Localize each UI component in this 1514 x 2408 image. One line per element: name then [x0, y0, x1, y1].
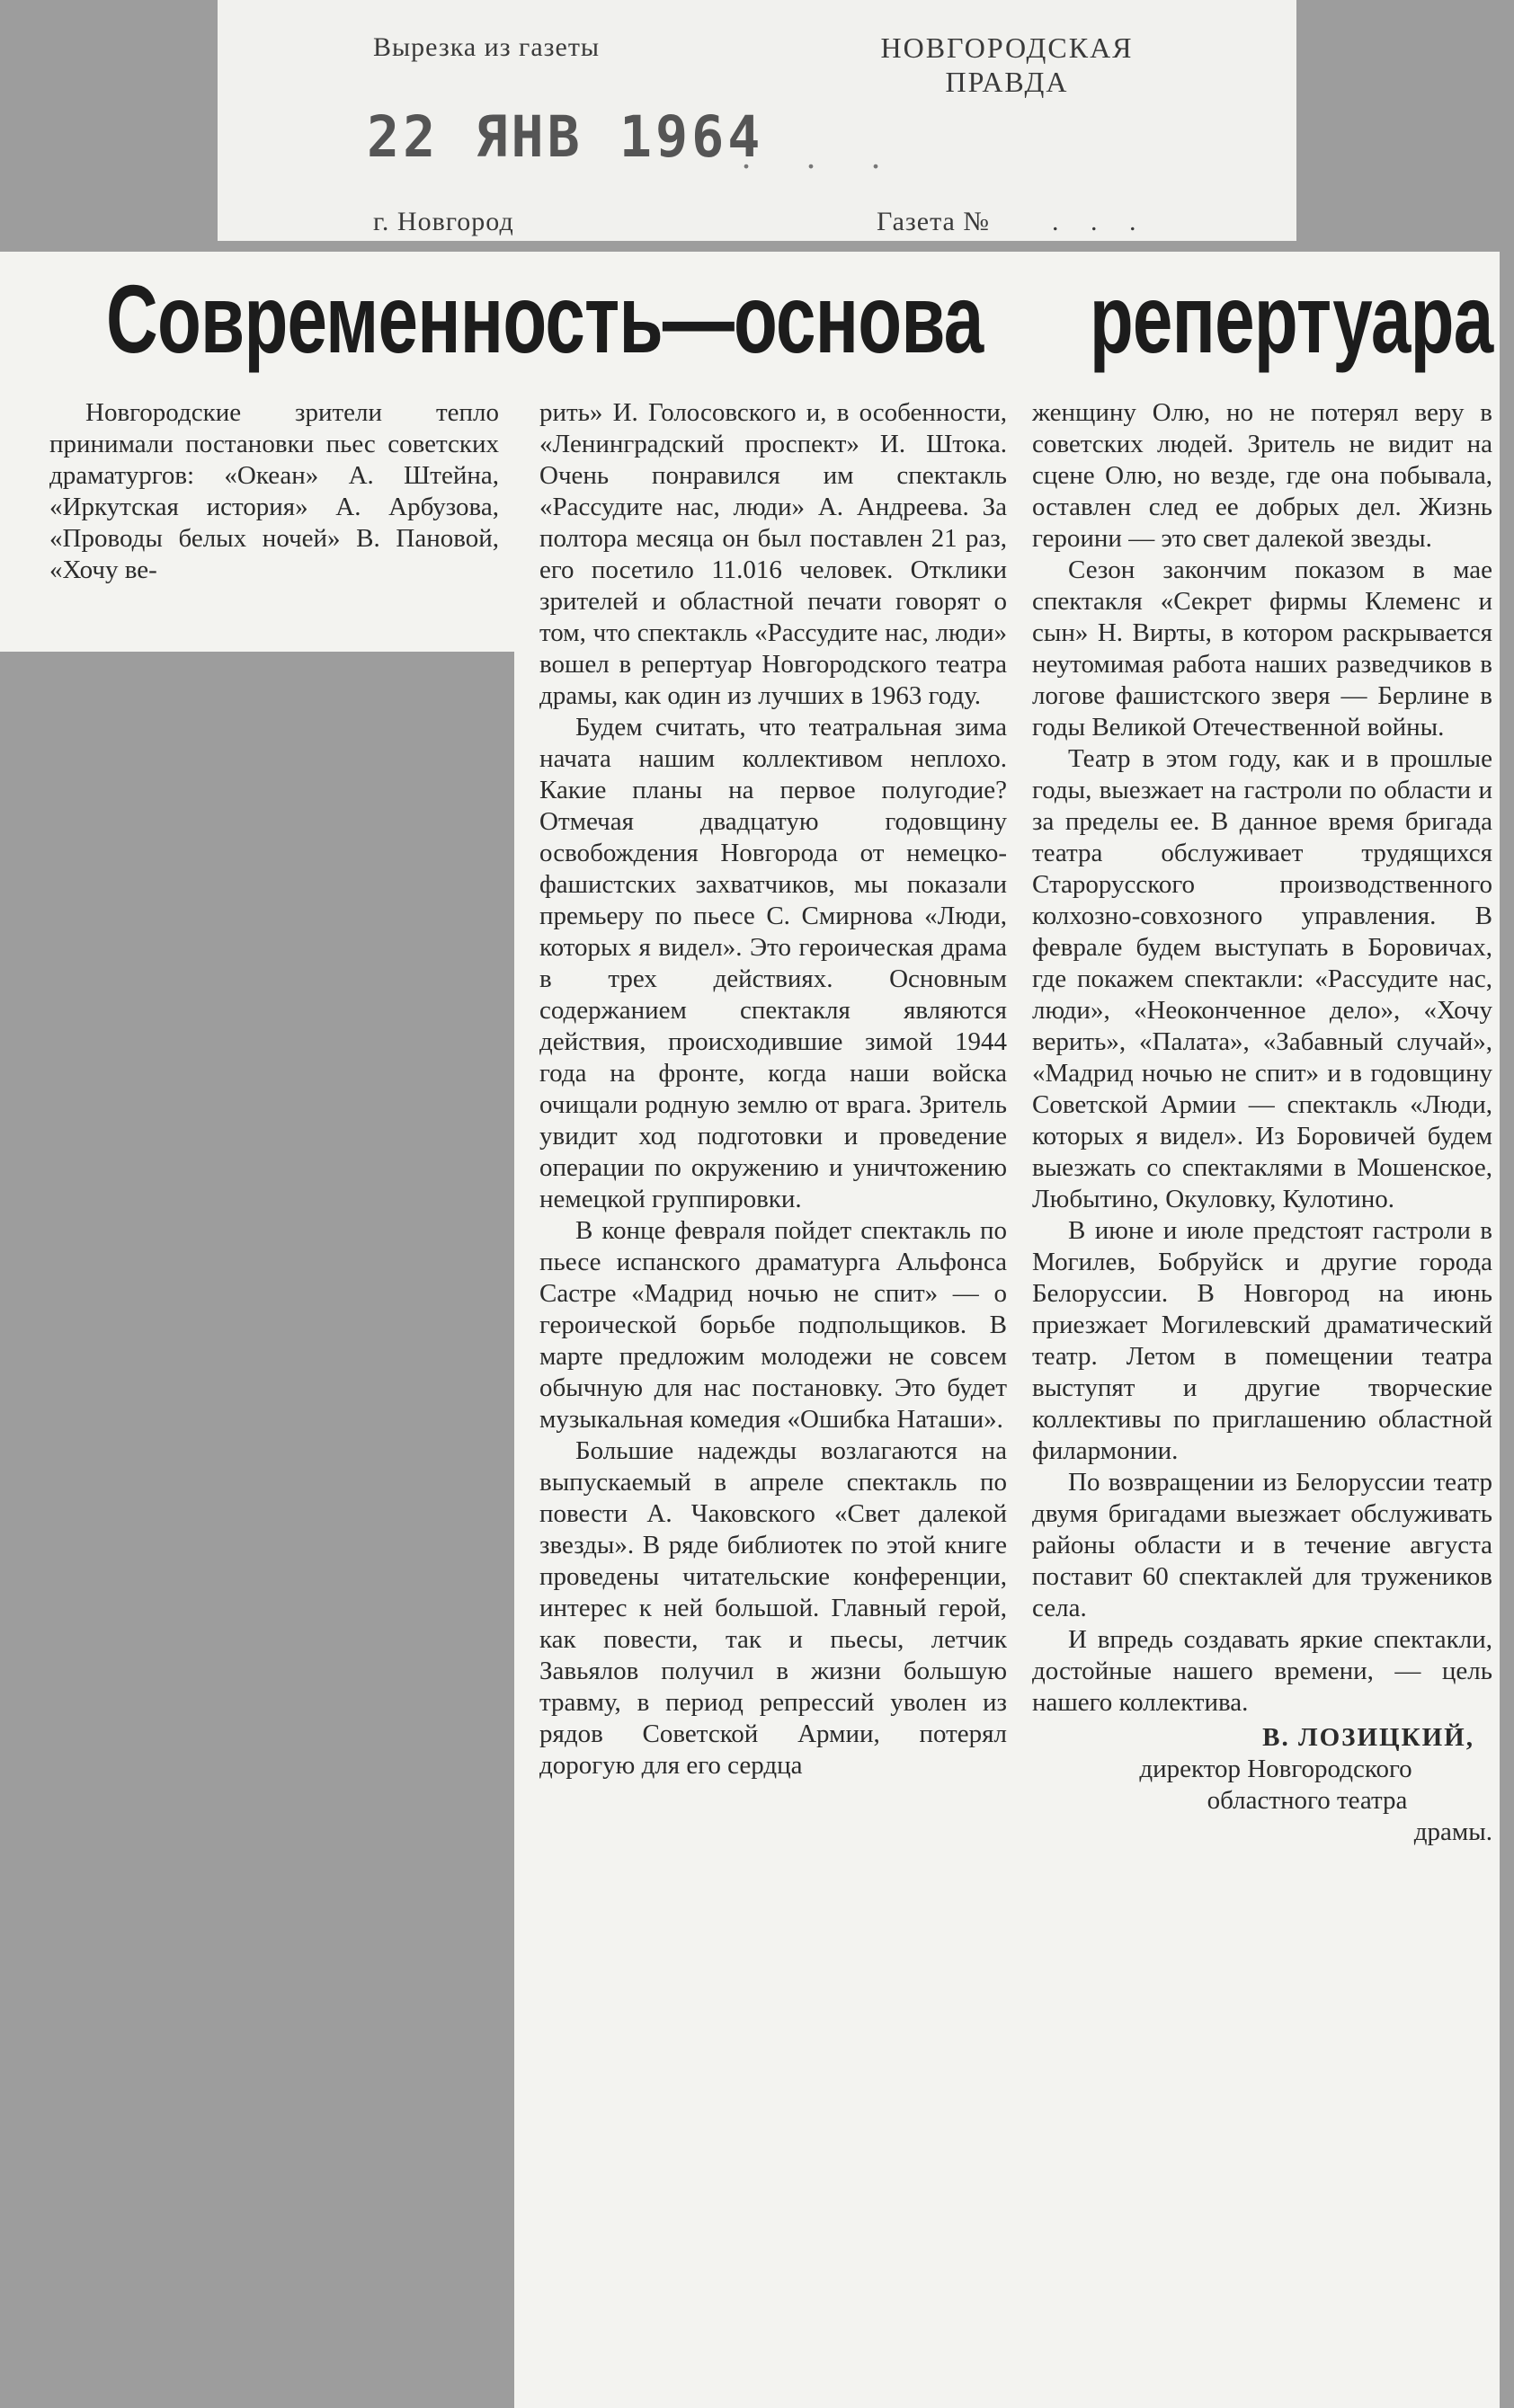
paragraph: Театр в этом году, как и в прошлые годы, выезжает на гастроли по области и за пределы ее. В данное время бригада театра обслуживает трудящихся Старорусского производственного колхозно-совхозного управления. В феврале будем выступать в Боровичах, где покажем спектакли: «Рассудите нас, люди», «Неоконченное дело», «Хочу верить», «Палата», «Забавный случай», «Мадрид ночью не спит» и в годовщину Советской Армии — спектакль «Люди, которых я видел». Из Боровичей будем выезжать со спектаклями в Мошенское, Любытино, Окуловку, Кулотино. [1032, 744, 1492, 1213]
author-title-line-2: областного театра [1207, 1786, 1408, 1815]
date-stamp: 22 ЯНВ 1964 [367, 104, 764, 171]
author-title-line-3: драмы. [1413, 1817, 1492, 1846]
headline-part-2: репертуара [1089, 264, 1493, 373]
paragraph: По возвращении из Белоруссии театр двумя бригадами выезжает обслуживать районы области и в течение августа поставит 60 спектаклей для тружеников села. [1032, 1468, 1492, 1622]
paragraph: В июне и июле предстоят гастроли в Могилев, Бобруйск и другие города Белоруссии. В Новгород на июнь приезжает Могилевский драматический театр. Летом в помещении театра выступят и другие творческие коллективы по приглашению областной филармонии. [1032, 1216, 1492, 1465]
clipping-label: Вырезка из газеты [373, 32, 601, 62]
article-column-3 [1032, 397, 1492, 1848]
article-headline [106, 262, 1493, 375]
city-label: г. Новгород [373, 207, 514, 236]
newspaper-name [791, 31, 1223, 99]
gazette-number-dots: . . . [1052, 207, 1149, 236]
author-name: В. ЛОЗИЦКИЙ, [1262, 1723, 1474, 1752]
article-column-2 [539, 397, 1007, 1782]
paragraph: Сезон закончим показом в мае спектакля «Секрет фирмы Клеменс и сын» Н. Вирты, в котором раскрывается неутомимая работа наших разведчиков в логове фашистского зверя — Берлине в годы Великой Отечественной войны. [1032, 555, 1492, 742]
article-column-1 [49, 397, 499, 586]
newspaper-name-line1: НОВГОРОДСКАЯ [880, 31, 1134, 64]
date-dots: . . . [742, 136, 904, 176]
gazette-number-label: Газета № [877, 207, 990, 236]
newspaper-name-line2: ПРАВДА [945, 66, 1069, 98]
author-signature [1032, 1722, 1492, 1848]
paragraph: Новгородские зрители тепло принимали постановки пьес советских драматургов: «Океан» А. Штейна, «Иркутская история» А. Арбузова, «Проводы белых ночей» В. Пановой, «Хочу ве- [49, 398, 499, 584]
paragraph: Будем считать, что театральная зима начата нашим коллективом неплохо. Какие планы на первое полугодие? Отмечая двадцатую годовщину освобождения Новгорода от немецко-фашистских захватчиков, мы показали премьеру по пьесе С. Смирнова «Люди, которых я видел». Это героическая драма в трех действиях. Основным содержанием спектакля являются действия, происходившие зимой 1944 года на фронте, когда наши войска очищали родную землю от врага. Зритель увидит ход подготовки и проведение операции по окружению и уничтожению немецкой группировки. [539, 713, 1007, 1213]
paragraph: В конце февраля пойдет спектакль по пьесе испанского драматурга Альфонса Састре «Мадрид ночью не спит» — о героической борьбе подпольщиков. В марте предложим молодежи не совсем обычную для нас постановку. Это будет музыкальная комедия «Ошибка Наташи». [539, 1216, 1007, 1434]
paragraph: рить» И. Голосовского и, в особенности, «Ленинградский проспект» И. Штока. Очень понравился им спектакль «Рассудите нас, люди» А. Андреева. За полтора месяца он был поставлен 21 раз, его посетило 11.016 человек. Отклики зрителей и областной печати говорят о том, что спектакль «Рассудите нас, люди» вошел в репертуар Новгородского театра драмы, как один из лучших в 1963 году. [539, 398, 1007, 710]
headline-part-1: Современность—основа [106, 264, 984, 373]
paragraph: Большие надежды возлагаются на выпускаемый в апреле спектакль по повести А. Чаковского «Свет далекой звезды». В ряде библиотек по этой книге проведены читательские конференции, интерес к ней большой. Главный герой, как повести, так и пьесы, летчик Завьялов получил в жизни большую травму, в период репрессий уволен из рядов Советской Армии, потерял дорогую для его сердца [539, 1436, 1007, 1780]
paragraph: И впредь создавать яркие спектакли, достойные нашего времени, — цель нашего коллектива. [1032, 1625, 1492, 1717]
author-title-line-1: директор Новгородского [1139, 1755, 1412, 1783]
paragraph: женщину Олю, но не потерял веру в советских людей. Зритель не видит на сцене Олю, но везде, где она побывала, оставлен след ее добрых дел. Жизнь героини — это свет далекой звезды. [1032, 398, 1492, 553]
